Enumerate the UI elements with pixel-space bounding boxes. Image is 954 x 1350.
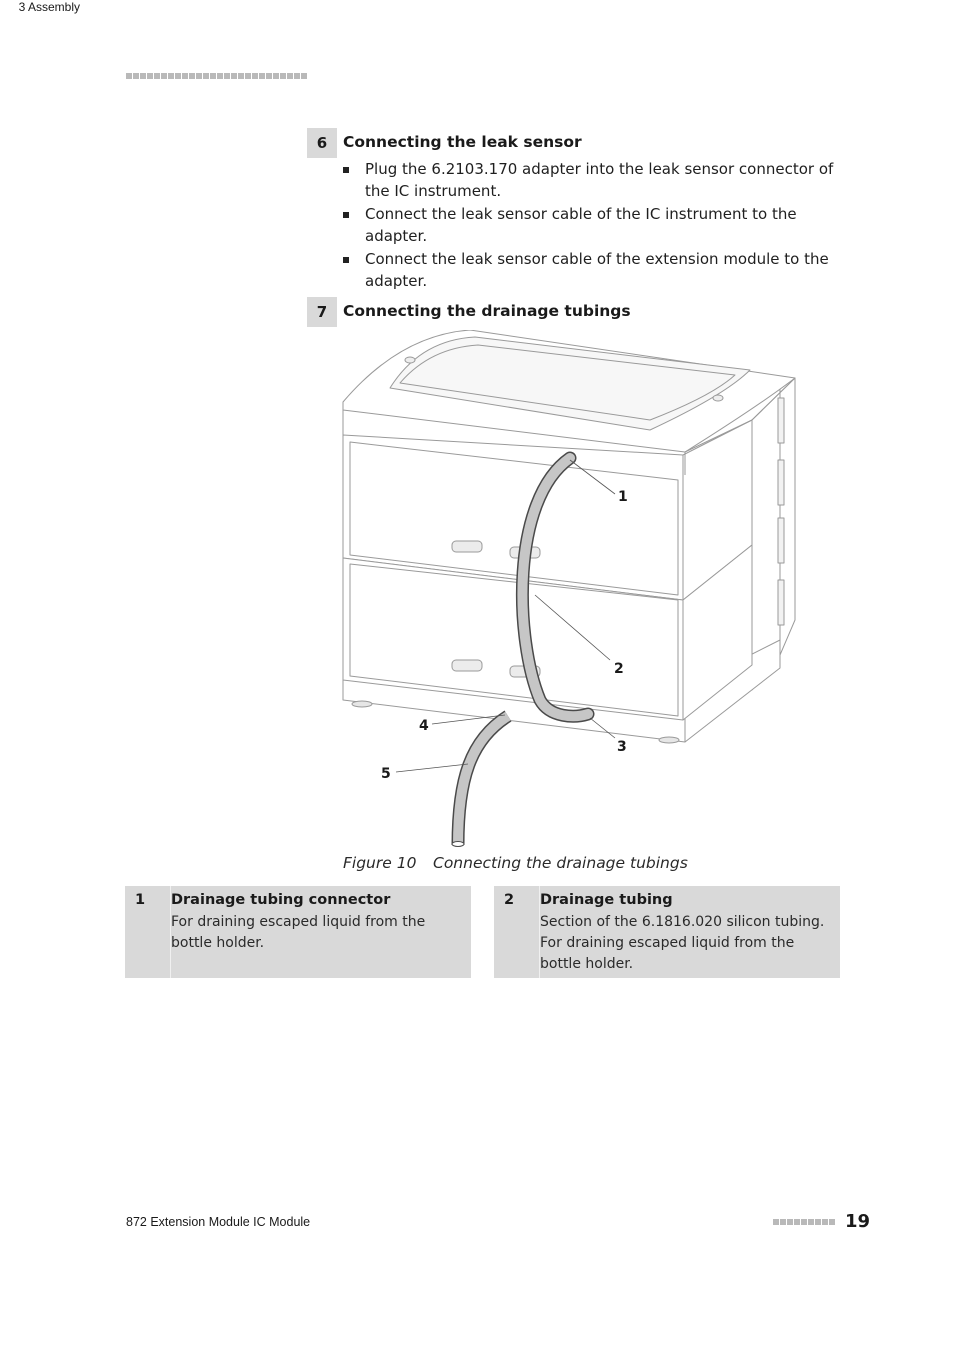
callout-3: 3 — [617, 739, 627, 755]
step-6-bullet-list — [343, 158, 848, 293]
section-title: 3 Assembly — [18, 0, 80, 14]
callout-4: 4 — [419, 718, 429, 734]
page-number: 19 — [845, 1211, 871, 1232]
legend-number-column — [494, 886, 540, 978]
figure-caption — [343, 854, 688, 872]
step-number-7: 7 — [307, 297, 337, 327]
instrument-illustration — [330, 330, 810, 850]
document-title: 872 Extension Module IC Module — [126, 1215, 311, 1229]
callout-2: 2 — [614, 661, 624, 677]
legend-description: For draining escaped liquid from the bottle holder. — [171, 914, 426, 951]
bullet-item: Connect the leak sensor cable of the IC instrument to the adapter. — [343, 203, 848, 247]
legend-number: 1 — [135, 892, 146, 908]
header-decoration — [126, 73, 307, 79]
legend-title: Drainage tubing connector — [171, 892, 391, 908]
legend-item-1 — [125, 886, 471, 978]
step-title-7: Connecting the drainage tubings — [343, 302, 631, 320]
step-title-6: Connecting the leak sensor — [343, 133, 582, 151]
figure-caption-text: Connecting the drainage tubings — [433, 854, 688, 872]
callout-1: 1 — [618, 489, 628, 505]
legend-title: Drainage tubing — [540, 892, 673, 908]
legend-description: Section of the 6.1816.020 silicon tubing. For draining escaped liquid from the bottle holder. — [540, 914, 825, 972]
figure-label: Figure 10 — [343, 854, 417, 872]
callout-5: 5 — [381, 766, 391, 782]
step-number-6: 6 — [307, 128, 337, 158]
footer-decoration — [773, 1219, 835, 1225]
legend-item-2 — [494, 886, 840, 978]
bullet-item: Plug the 6.2103.170 adapter into the leak sensor connector of the IC instrument. — [343, 158, 848, 202]
bullet-item: Connect the leak sensor cable of the extension module to the adapter. — [343, 248, 848, 292]
legend-number-column — [125, 886, 171, 978]
legend-number: 2 — [504, 892, 515, 908]
